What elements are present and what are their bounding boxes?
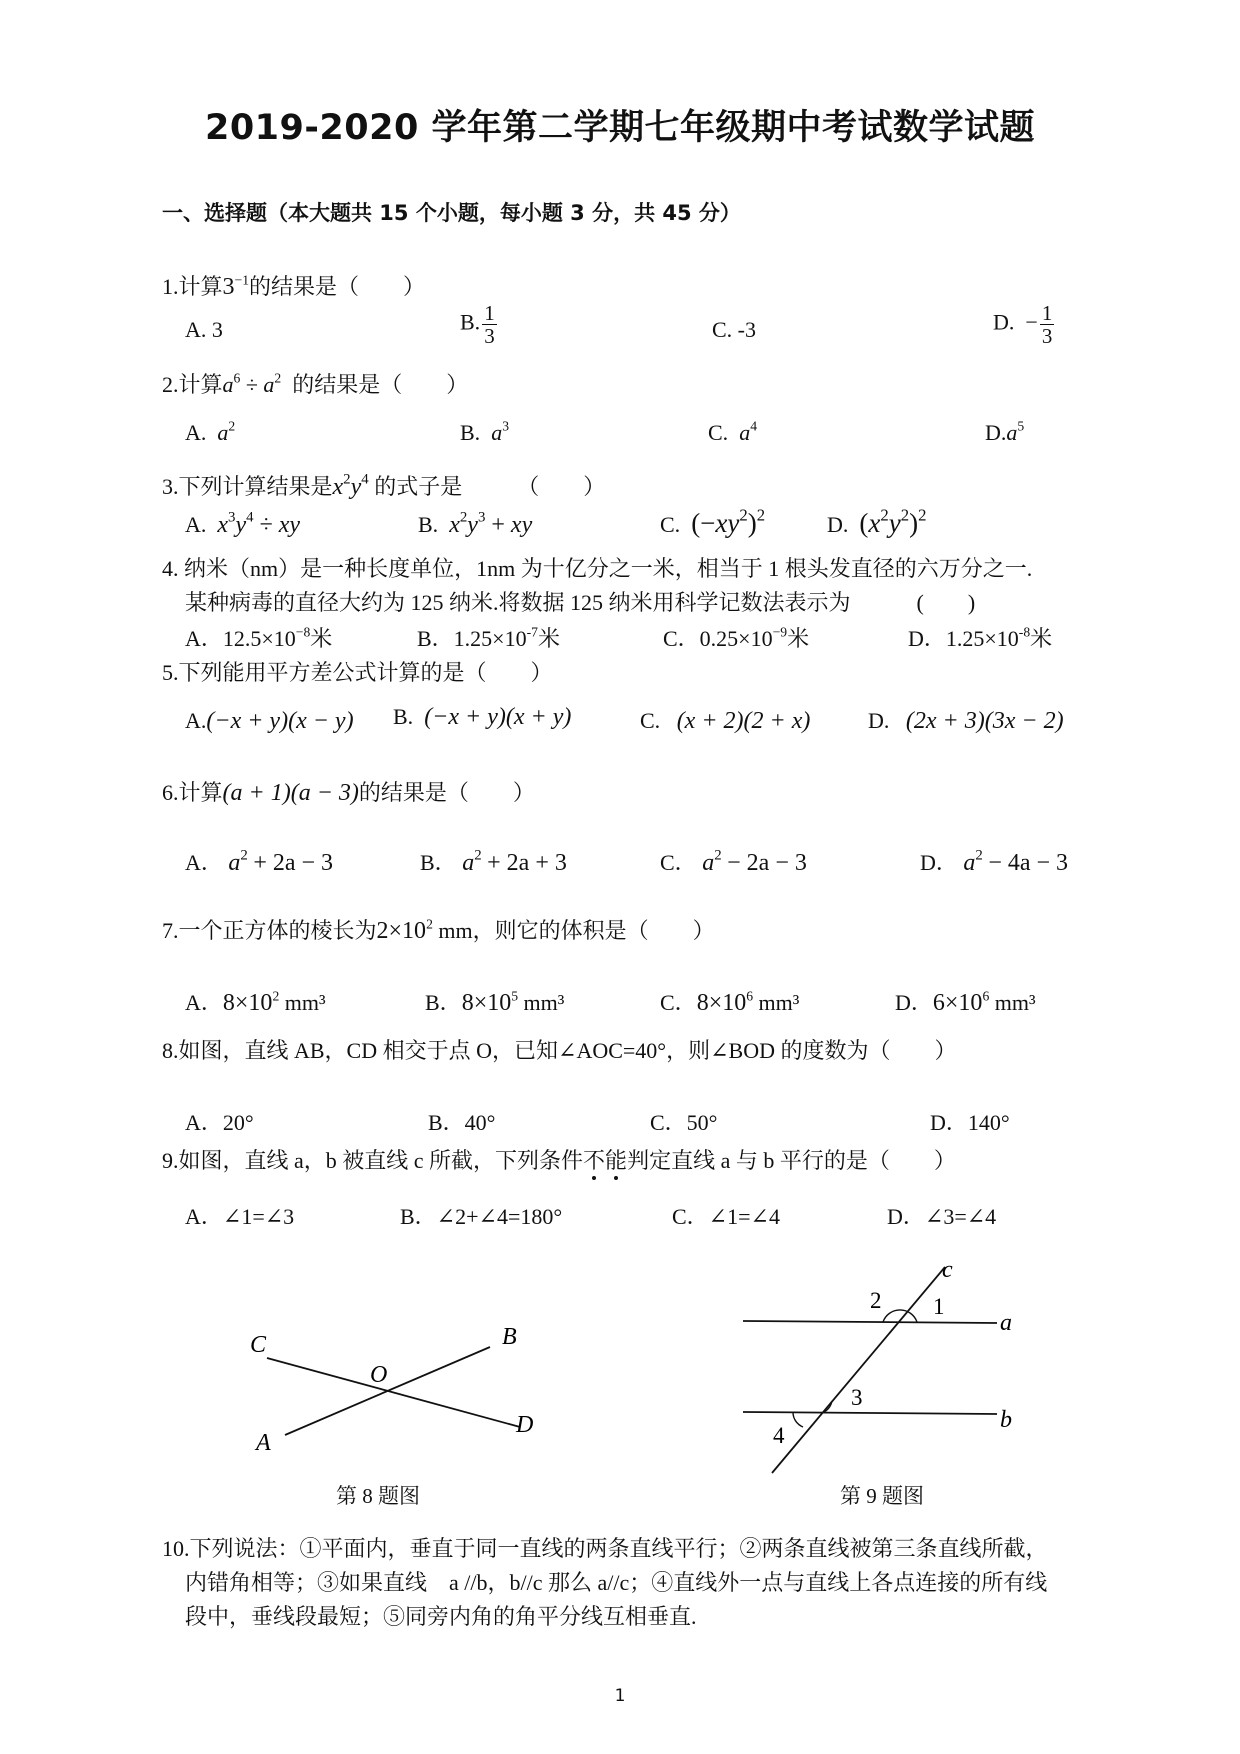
question-2	[162, 368, 468, 399]
q3-target-expr: $x^2y^4$	[332, 471, 369, 500]
q9-option-b: B．∠2+∠4=180°	[400, 1204, 563, 1229]
label-b: b	[1000, 1407, 1012, 1433]
q7-expr: 2×10	[376, 918, 427, 944]
page-number: 1	[614, 1686, 626, 1706]
q4-c-unit: 米	[787, 626, 810, 651]
q4-b-exp: -7	[526, 624, 538, 640]
q7-a-exp: 2	[272, 988, 280, 1004]
q3-b-label: B.	[418, 512, 439, 537]
q6-a-label: A．	[185, 850, 223, 875]
q1-option-a: A. 3	[185, 317, 223, 342]
q5-option-a	[185, 708, 354, 735]
section-heading: 一、选择题（本大题共 15 个小题，每小题 3 分，共 45 分）	[162, 201, 741, 225]
q2-c-exp: 4	[750, 418, 757, 434]
q3-option-b	[418, 509, 533, 539]
q7-option-b	[425, 986, 564, 1017]
q8-option-c: C．50°	[650, 1110, 718, 1135]
q1-b-label: B.	[460, 309, 481, 335]
q9-option-c: C．∠1=∠4	[672, 1204, 780, 1229]
q5-option-c	[640, 708, 810, 735]
q3-c-label: C.	[660, 512, 681, 537]
q4-b-text: B．1.25×10	[417, 626, 527, 651]
line-b	[743, 1412, 997, 1414]
q10-line-1: 10.下列说法：①平面内，垂直于同一直线的两条直线平行；②两条直线被第三条直线所截，	[162, 1536, 1048, 1561]
q1-option-c: C. -3	[712, 317, 756, 342]
q2-a-label: A.	[185, 420, 207, 445]
q4-c-exp: −9	[772, 624, 788, 640]
q7-a-coef: 8×10	[222, 990, 273, 1016]
q2-operator: ÷	[240, 372, 264, 397]
angle-arc-4	[793, 1413, 803, 1427]
q2-exp-1: 6	[233, 370, 241, 386]
q4-d-exp: -8	[1018, 624, 1031, 640]
q6-expr: (a + 1)(a − 3)	[222, 780, 359, 806]
q7-d-unit: mm³	[994, 990, 1036, 1015]
q2-b-label: B.	[460, 420, 481, 445]
q2-d-var: a	[1006, 420, 1018, 445]
q2-var-1: a	[222, 372, 234, 397]
q7-c-exp: 6	[746, 988, 754, 1004]
q1-base: 3	[222, 274, 235, 300]
q6-b-label: B．	[420, 850, 457, 875]
q8-option-a: A．20°	[185, 1110, 254, 1135]
q2-d-label: D.	[985, 420, 1007, 445]
q7-c-unit: mm³	[758, 990, 800, 1015]
angle-label-1: 1	[933, 1294, 945, 1319]
question-8: 8.如图，直线 AB，CD 相交于点 O，已知∠AOC=40°，则∠BOD 的度数为（ ）	[162, 1038, 957, 1063]
figure-8	[230, 1310, 560, 1460]
q7-d-coef: 6×10	[932, 990, 983, 1016]
q1-option-d	[993, 302, 1054, 347]
q6-d-expr: − 4a − 3	[988, 850, 1069, 876]
q2-option-b	[460, 420, 509, 446]
q1-d-sign: −	[1025, 309, 1038, 335]
q1-d-denominator: 3	[1041, 324, 1053, 349]
question-7	[162, 914, 715, 945]
q2-option-d	[985, 420, 1024, 446]
q9-text-pre: 9.如图，直线 a，b 被直线 c 所截，下列条件	[162, 1148, 584, 1173]
q3-a-label: A.	[185, 512, 207, 537]
q9-text-post: 判定直线 a 与 b 平行的是（ ）	[627, 1148, 956, 1173]
q7-option-a	[185, 986, 326, 1017]
angle-label-4: 4	[773, 1423, 785, 1448]
q7-b-exp: 5	[511, 988, 519, 1004]
label-b: B	[502, 1324, 517, 1350]
figure-9	[735, 1255, 1025, 1480]
q2-exp-2: 2	[274, 370, 282, 386]
q5-a-label: A.	[185, 708, 207, 733]
label-a: a	[1000, 1310, 1012, 1336]
q5-b-label: B.	[393, 704, 414, 729]
q3-option-a	[185, 509, 301, 539]
q10-line-3: 段中，垂线段最短；⑤同旁内角的角平分线互相垂直.	[185, 1604, 697, 1629]
q6-option-b: B． $a^2 + 2a + 3$	[420, 847, 567, 876]
label-o: O	[370, 1362, 388, 1388]
q3-a-expr: $x^3y^4$ ÷ xy	[217, 509, 301, 538]
figure-8-caption: 第 8 题图	[336, 1484, 420, 1508]
q3-suffix: 的式子是 （ ）	[374, 474, 606, 499]
q5-c-expr: (x + 2)(2 + x)	[676, 708, 811, 734]
q7-b-label: B．	[425, 990, 462, 1015]
question-1	[162, 270, 425, 301]
q7-b-unit: mm³	[523, 990, 565, 1015]
q6-c-expr: − 2a − 3	[727, 850, 807, 876]
q4-c-text: C．0.25×10	[663, 626, 773, 651]
q3-d-label: D.	[827, 512, 849, 537]
q4-d-unit: 米	[1030, 626, 1053, 651]
q5-d-expr: (2x + 3)(3x − 2)	[905, 708, 1064, 734]
q6-a-expr: + 2a − 3	[253, 850, 334, 876]
q7-d-label: D．	[895, 990, 933, 1015]
q2-b-exp: 3	[502, 418, 509, 434]
line-ab	[285, 1347, 490, 1435]
q8-option-b: B．40°	[428, 1110, 496, 1135]
q1-exp: −1	[234, 272, 250, 288]
q2-option-c	[708, 420, 757, 446]
question-9	[162, 1144, 956, 1175]
q6-b-expr: + 2a + 3	[487, 850, 567, 876]
line-c	[772, 1267, 945, 1473]
q1-d-fraction	[1040, 302, 1055, 347]
q2-option-a	[185, 420, 235, 446]
q7-exp: 2	[426, 916, 433, 932]
line-cd	[267, 1358, 520, 1427]
q7-c-label: C．	[660, 990, 697, 1015]
q1-d-label: D.	[993, 309, 1015, 335]
q5-a-expr: (−x + y)(x − y)	[206, 708, 354, 734]
q6-option-a: A． $a^2 + 2a - 3$	[185, 847, 334, 876]
q3-b-expr: $x^2y^3$ + xy	[449, 509, 533, 538]
q7-option-d	[895, 986, 1036, 1017]
q2-c-var: a	[739, 420, 751, 445]
exam-title: 2019-2020 学年第二学期七年级期中考试数学试题	[204, 108, 1036, 148]
q1-b-denominator: 3	[484, 324, 495, 349]
q6-option-c: C． $a^2 - 2a - 3$	[660, 847, 807, 876]
line-a	[743, 1321, 997, 1323]
angle-label-2: 2	[870, 1288, 882, 1313]
q7-b-coef: 8×10	[461, 990, 512, 1016]
q2-suffix: 的结果是（ ）	[292, 372, 469, 397]
q1-prefix: 1.计算	[162, 274, 223, 299]
q6-d-label: D．	[920, 850, 958, 875]
q7-d-exp: 6	[982, 988, 990, 1004]
q3-prefix: 3.下列计算结果是	[162, 474, 333, 499]
q1-option-b	[460, 302, 497, 347]
figure-9-caption: 第 9 题图	[840, 1484, 924, 1508]
q5-c-label: C.	[640, 708, 661, 733]
q3-option-d	[827, 505, 927, 539]
label-a: A	[256, 1430, 271, 1456]
q3-d-expr: $(x^2y^2)^2$	[859, 505, 927, 538]
question-5: 5.下列能用平方差公式计算的是（ ）	[162, 660, 553, 685]
question-3	[162, 470, 605, 501]
label-d: D	[516, 1412, 534, 1438]
q4-d-text: D．1.25×10	[908, 626, 1019, 651]
q4-a-exp: −8	[295, 624, 311, 640]
q1-b-fraction	[482, 302, 497, 347]
q7-suffix: mm，则它的体积是（ ）	[438, 918, 715, 943]
q6-c-label: C．	[660, 850, 697, 875]
q4-option-a	[185, 622, 332, 653]
q4-option-d	[908, 622, 1052, 653]
q6-option-d: D． $a^2 - 4a - 3$	[920, 847, 1069, 876]
q7-c-coef: 8×10	[696, 990, 747, 1016]
q10-line-2: 内错角相等；③如果直线 a //b，b//c 那么 a//c；④直线外一点与直线上各点连接的所有线	[185, 1570, 1048, 1595]
q5-d-label: D.	[868, 708, 890, 733]
q4-line-1: 4. 纳米（nm）是一种长度单位，1nm 为十亿分之一米，相当于 1 根头发直径的六万分之一.	[162, 556, 1033, 581]
q9-option-d: D．∠3=∠4	[887, 1204, 997, 1229]
q3-option-c	[660, 505, 766, 539]
q7-option-c	[660, 986, 799, 1017]
q7-a-label: A．	[185, 990, 223, 1015]
q4-a-text: A．12.5×10	[185, 626, 296, 651]
q2-d-exp: 5	[1017, 418, 1025, 434]
question-6	[162, 776, 535, 807]
q9-emphasis-2: 能	[605, 1148, 628, 1173]
q2-b-var: a	[491, 420, 503, 445]
label-c: c	[942, 1257, 953, 1283]
q4-option-c	[663, 622, 809, 653]
q1-b-numerator: 1	[484, 301, 495, 325]
q3-c-expr: $(-xy^2)^2$	[691, 505, 766, 538]
q6-suffix: 的结果是（ ）	[358, 780, 535, 805]
angle-label-3: 3	[851, 1385, 863, 1410]
q1-d-numerator: 1	[1041, 301, 1053, 325]
q7-a-unit: mm³	[284, 990, 326, 1015]
label-c: C	[250, 1332, 267, 1358]
q5-option-b	[393, 704, 571, 731]
q2-var-2: a	[263, 372, 275, 397]
q4-option-b	[417, 622, 560, 653]
q2-a-var: a	[217, 420, 229, 445]
q4-a-unit: 米	[310, 626, 333, 651]
q6-prefix: 6.计算	[162, 780, 223, 805]
q7-prefix: 7.一个正方体的棱长为	[162, 918, 377, 943]
q9-emphasis-1: 不	[583, 1148, 606, 1173]
q9-option-a: A．∠1=∠3	[185, 1204, 295, 1229]
q5-option-d	[868, 708, 1064, 735]
q5-b-expr: (−x + y)(x + y)	[424, 704, 572, 730]
q8-option-d: D．140°	[930, 1110, 1010, 1135]
q1-suffix: 的结果是（ ）	[249, 274, 426, 299]
q4-line-2: 某种病毒的直径大约为 125 纳米.将数据 125 纳米用科学记数法表示为 ( )	[185, 590, 976, 615]
q2-a-exp: 2	[228, 418, 236, 434]
q2-c-label: C.	[708, 420, 729, 445]
q4-b-unit: 米	[537, 626, 560, 651]
q2-prefix: 2.计算	[162, 372, 223, 397]
